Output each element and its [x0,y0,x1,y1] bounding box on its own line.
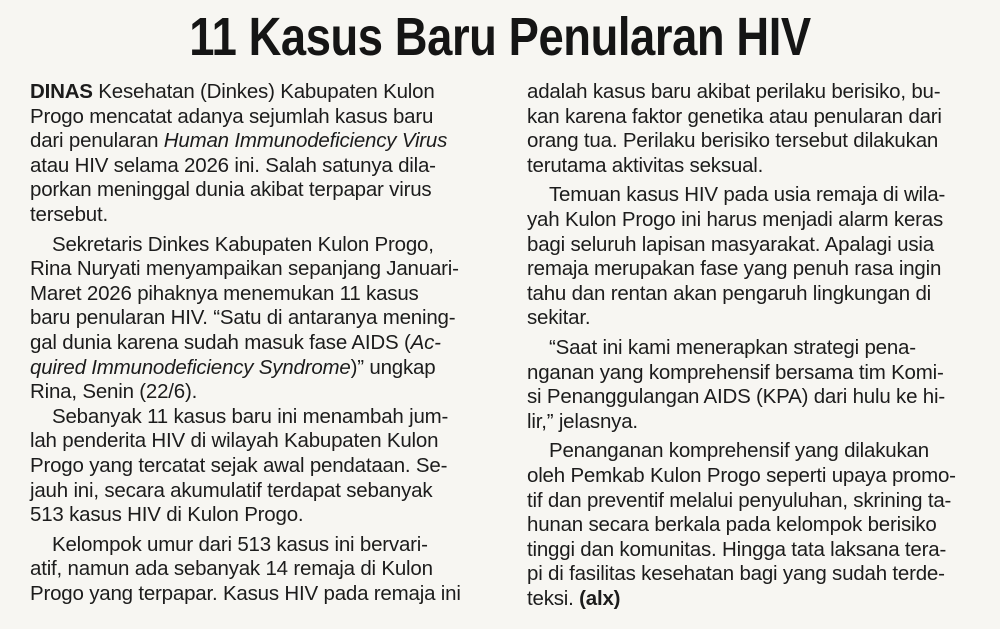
line-text: jauh ini, secara akumulatif terdapat sebanyak [30,478,433,502]
line-text: Kesehatan (Dinkes) Kabupaten Kulon [92,80,435,103]
line-text: Sebanyak 11 kasus baru ini menambah jum- [52,404,449,428]
article-line [527,129,989,154]
article-line [30,380,500,405]
line-text: tersebut. [30,202,108,226]
article-line [527,439,989,464]
line-text: atif, namun ada sebanyak 14 remaja di Kulon [30,557,433,581]
article-line [30,257,500,282]
article-line [30,80,500,105]
line-text: Penanganan komprehensif yang dilakukan [549,439,929,463]
article-line [527,208,989,233]
line-text: gal dunia karena sudah masuk fase AIDS ( [30,330,411,354]
line-text: atau HIV selama 2026 ini. Salah satunya dila- [30,153,436,177]
article-line [527,306,989,331]
line-text: baru penularan HIV. “Satu di antaranya mening- [30,306,456,330]
line-text: adalah kasus baru akibat perilaku berisiko, bu- [527,80,941,103]
article-line [30,533,500,558]
line-text: Kelompok umur dari 513 kasus ini bervari- [52,532,428,556]
line-text: Progo mencatat adanya sejumlah kasus baru [30,104,434,128]
line-text: Sekretaris Dinkes Kabupaten Kulon Progo, [52,232,434,256]
line-text: remaja merupakan fase yang penuh rasa ingin [527,257,942,281]
article-line [30,582,500,607]
line-text: kan karena faktor genetika atau penularan dari [527,104,942,128]
article-line [30,129,500,154]
article-line [30,178,500,203]
line-text: Rina Nuryati menyampaikan sepanjang Januari- [30,257,459,281]
line-text: yah Kulon Progo ini harus menjadi alarm keras [527,207,944,231]
line-text: terutama aktivitas seksual. [527,153,764,177]
article-line [30,233,500,258]
line-text: tinggi dan komunitas. Hingga tata laksana tera- [527,537,947,561]
article-line [30,454,500,479]
article-line [30,429,500,454]
line-text: )” ungkap [350,355,436,379]
author-initials: (alx) [579,586,621,610]
article-line [30,557,500,582]
article-line [527,233,989,258]
line-italic-text: Ac- [410,330,441,354]
article-line [527,562,989,587]
article-line [527,282,989,307]
article-line [527,385,989,410]
article-line [30,203,500,228]
article-line [30,405,500,430]
line-text: “Saat ini kami menerapkan strategi pena- [549,335,916,359]
line-text: teksi. [527,586,580,610]
line-text: Temuan kasus HIV pada usia remaja di wila- [549,183,946,207]
line-text: bagi seluruh lapisan masyarakat. Apalagi usia [527,232,934,256]
article-line [527,513,989,538]
article-line [30,306,500,331]
article-kicker: DINAS [30,80,93,103]
article-line [527,257,989,282]
line-text: oleh Pemkab Kulon Progo seperti upaya promo- [527,463,956,487]
article-headline: 11 Kasus Baru Penularan HIV [189,7,811,67]
line-italic-text: Human Immunodeficiency Virus [163,129,448,153]
line-text: orang tua. Perilaku berisiko tersebut dilakukan [527,129,939,153]
article-line [30,154,500,179]
article-line [527,80,989,105]
article-column-right [527,80,989,611]
line-italic-text: quired Immunodeficiency Syndrome [30,355,351,379]
article-column-left [30,80,500,606]
line-text: 513 kasus HIV di Kulon Progo. [30,503,304,527]
article-line [30,479,500,504]
article-line [527,587,989,612]
article-line [30,331,500,356]
article-line [527,336,989,361]
line-text: Progo yang tercatat sejak awal pendataan. Se- [30,453,448,477]
line-text: sekitar. [527,306,591,330]
article-line [30,503,500,528]
line-text: nganan yang komprehensif bersama tim Komi- [527,360,944,384]
line-text: lir,” jelasnya. [527,409,638,433]
line-text: hunan secara berkala pada kelompok berisiko [527,513,937,537]
line-text: porkan meninggal dunia akibat terpapar virus [30,178,432,202]
line-text: dari penularan [30,129,164,153]
article-line [30,282,500,307]
line-text: Progo yang terpapar. Kasus HIV pada remaja ini [30,581,461,605]
article-line [30,105,500,130]
article-line [527,105,989,130]
line-text: pi di fasilitas kesehatan bagi yang sudah terde- [527,562,945,586]
line-text: tahu dan rentan akan pengaruh lingkungan di [527,281,932,305]
article-line [527,361,989,386]
article-line [527,489,989,514]
line-text: si Penanggulangan AIDS (KPA) dari hulu ke hi- [527,385,945,409]
line-text: tif dan preventif melalui penyuluhan, skrining ta- [527,488,952,512]
article-line [527,183,989,208]
article-line [527,410,989,435]
line-text: lah penderita HIV di wilayah Kabupaten Kulon [30,429,439,453]
article-line [527,154,989,179]
article-line [527,464,989,489]
line-text: Maret 2026 pihaknya menemukan 11 kasus [30,281,419,305]
article-line [30,356,500,381]
line-text: Rina, Senin (22/6). [30,380,198,404]
article-line [527,538,989,563]
